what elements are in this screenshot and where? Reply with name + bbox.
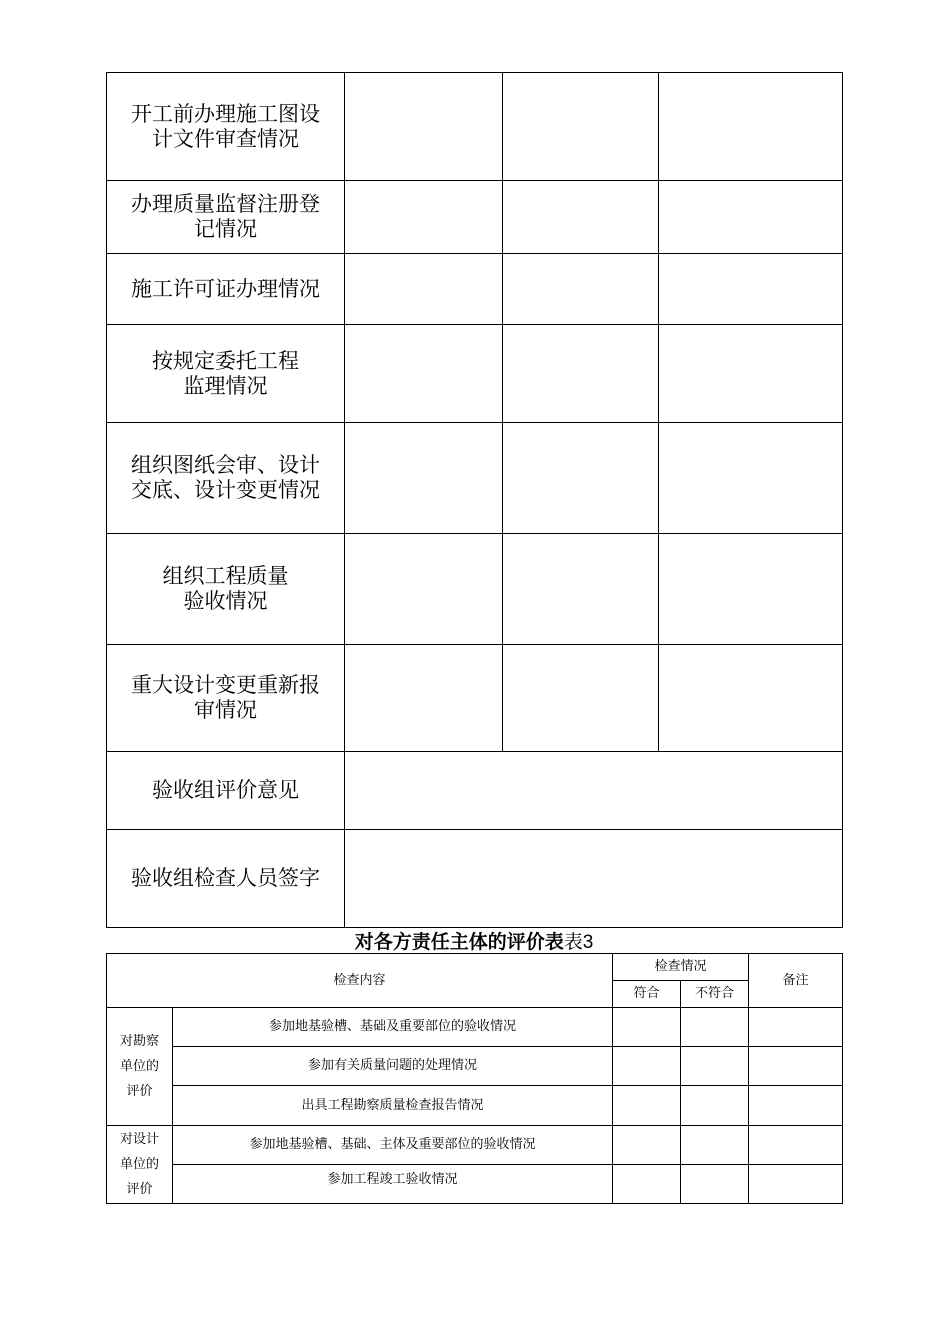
table-row (107, 325, 843, 423)
row-label: 按规定委托工程监理情况 (107, 325, 345, 423)
empty-cell[interactable] (659, 645, 843, 752)
table-row (107, 73, 843, 181)
table-row (107, 1165, 843, 1204)
header-pass: 符合 (613, 981, 681, 1008)
item-label: 参加有关质量问题的处理情况 (173, 1047, 613, 1086)
header-fail: 不符合 (681, 981, 749, 1008)
table-title-suffix: 表 (563, 931, 583, 953)
table-row (107, 1047, 843, 1086)
unit-label-text: 对设计单位的评价 (119, 1132, 159, 1197)
header-remark: 备注 (749, 954, 843, 1008)
opinion-row (107, 752, 843, 830)
table-title (106, 929, 842, 955)
empty-cell[interactable] (503, 73, 659, 181)
header-status: 检查情况 (613, 954, 749, 981)
opinion-label: 验收组评价意见 (107, 752, 345, 830)
supervision-table (106, 72, 843, 928)
pass-cell[interactable] (613, 1047, 681, 1086)
fail-cell[interactable] (681, 1047, 749, 1086)
empty-cell[interactable] (503, 181, 659, 254)
empty-cell[interactable] (345, 73, 503, 181)
empty-cell[interactable] (503, 534, 659, 645)
empty-cell[interactable] (345, 254, 503, 325)
row-label: 施工许可证办理情况 (107, 254, 345, 325)
table-title-number: 3 (582, 932, 594, 953)
empty-cell[interactable] (503, 645, 659, 752)
pass-cell[interactable] (613, 1165, 681, 1204)
unit-label (107, 1126, 173, 1204)
empty-cell[interactable] (659, 423, 843, 534)
empty-cell[interactable] (659, 254, 843, 325)
table-title-main: 对各方责任主体的评价表 (354, 931, 564, 953)
empty-cell[interactable] (659, 534, 843, 645)
remark-cell[interactable] (749, 1008, 843, 1047)
remark-cell[interactable] (749, 1086, 843, 1126)
signature-cell[interactable] (345, 830, 843, 928)
item-label: 参加地基验槽、基础、主体及重要部位的验收情况 (173, 1126, 613, 1165)
table-row (107, 423, 843, 534)
table-row (107, 1086, 843, 1126)
row-label: 办理质量监督注册登记情况 (107, 181, 345, 254)
empty-cell[interactable] (659, 181, 843, 254)
header-row (107, 954, 843, 981)
pass-cell[interactable] (613, 1008, 681, 1047)
pass-cell[interactable] (613, 1086, 681, 1126)
signature-row (107, 830, 843, 928)
row-label: 组织工程质量验收情况 (107, 534, 345, 645)
item-label: 参加地基验槽、基础及重要部位的验收情况 (173, 1008, 613, 1047)
fail-cell[interactable] (681, 1008, 749, 1047)
row-label: 开工前办理施工图设计文件审查情况 (107, 73, 345, 181)
opinion-cell[interactable] (345, 752, 843, 830)
empty-cell[interactable] (503, 325, 659, 423)
row-label: 组织图纸会审、设计交底、设计变更情况 (107, 423, 345, 534)
unit-label (107, 1008, 173, 1126)
table-row (107, 1126, 843, 1165)
item-label: 参加工程竣工验收情况 (173, 1165, 613, 1204)
empty-cell[interactable] (345, 534, 503, 645)
table-row (107, 534, 843, 645)
table-row (107, 181, 843, 254)
table-row (107, 645, 843, 752)
remark-cell[interactable] (749, 1047, 843, 1086)
fail-cell[interactable] (681, 1126, 749, 1165)
empty-cell[interactable] (503, 254, 659, 325)
header-content: 检查内容 (107, 954, 613, 1008)
empty-cell[interactable] (345, 181, 503, 254)
fail-cell[interactable] (681, 1165, 749, 1204)
unit-label-text: 对勘察单位的评价 (119, 1034, 159, 1099)
item-label: 出具工程勘察质量检查报告情况 (173, 1086, 613, 1126)
table-row (107, 1008, 843, 1047)
row-label: 重大设计变更重新报审情况 (107, 645, 345, 752)
empty-cell[interactable] (503, 423, 659, 534)
evaluation-table (106, 953, 843, 1204)
pass-cell[interactable] (613, 1126, 681, 1165)
empty-cell[interactable] (345, 325, 503, 423)
remark-cell[interactable] (749, 1126, 843, 1165)
remark-cell[interactable] (749, 1165, 843, 1204)
empty-cell[interactable] (659, 73, 843, 181)
empty-cell[interactable] (345, 423, 503, 534)
table-row (107, 254, 843, 325)
empty-cell[interactable] (659, 325, 843, 423)
signature-label: 验收组检查人员签字 (107, 830, 345, 928)
empty-cell[interactable] (345, 645, 503, 752)
fail-cell[interactable] (681, 1086, 749, 1126)
